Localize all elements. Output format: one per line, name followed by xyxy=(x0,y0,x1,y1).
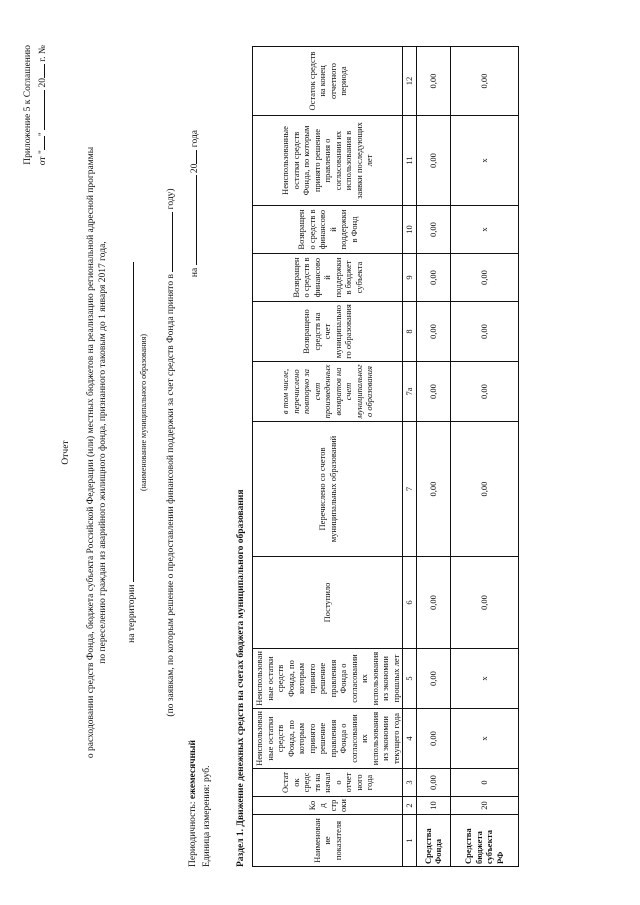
cell: 0,00 xyxy=(416,422,450,557)
row-code: 10 xyxy=(416,797,450,815)
col-header-unused-past: Неиспользованные остатки средств Фонда, по которым принято решение правления Фонда о согласовании их использования из экономии прошлых лет xyxy=(253,649,403,709)
cell: 0,00 xyxy=(450,422,518,557)
colnum: 5 xyxy=(403,649,417,709)
cell: 0,00 xyxy=(416,769,450,797)
cell: x xyxy=(450,649,518,709)
cash-flow-table xyxy=(252,46,519,867)
cell: 0,00 xyxy=(416,254,450,302)
request-line: (по заявкам, по которым решение о предоставлении финансовой поддержки за счет средств Фонда принято в году) xyxy=(163,0,178,905)
unit-line: Единица измерения: руб. xyxy=(202,765,212,867)
col-header-received: Поступило xyxy=(253,557,403,649)
row-name: Средства бюджета субъекта РФ xyxy=(450,815,518,867)
col-header-code: Код строки xyxy=(253,797,403,815)
cell: 0,00 xyxy=(416,206,450,254)
annex-title: Приложение 5 к Соглашению xyxy=(23,45,33,165)
cell: 0,00 xyxy=(450,362,518,422)
cell: 0,00 xyxy=(416,47,450,116)
colnum: 2 xyxy=(403,797,417,815)
report-subtitle-1: о расходовании средств Фонда, бюджета субъекта Российской Федерации (или) местных бюджетов на реализацию региональной адресной программы xyxy=(85,146,96,759)
cell: 0,00 xyxy=(450,302,518,362)
cell: x xyxy=(450,116,518,206)
colnum: 4 xyxy=(403,709,417,769)
col-header-end-balance: Остаток средств на конец отчетного периода xyxy=(253,47,403,116)
col-header-returned-fund: Возвращено средств в финансовой поддержки в Фонд xyxy=(253,206,403,254)
row-name: Средства Фонда xyxy=(416,815,450,867)
report-header xyxy=(60,0,202,905)
column-number-row xyxy=(403,47,417,867)
colnum: 9 xyxy=(403,254,417,302)
colnum: 7а xyxy=(403,362,417,422)
colnum: 7 xyxy=(403,422,417,557)
cell: 0,00 xyxy=(450,557,518,649)
colnum: 10 xyxy=(403,206,417,254)
annex-note xyxy=(22,45,50,165)
cell: 0,00 xyxy=(416,557,450,649)
cell: 0,00 xyxy=(416,709,450,769)
colnum: 1 xyxy=(403,815,417,867)
colnum: 6 xyxy=(403,557,417,649)
cell: 0,00 xyxy=(450,47,518,116)
col-header-unused-requests: Неиспользованные остатки средств Фонда, по которым принято решение правления о согласовании их использования в заявки последующих лет xyxy=(253,116,403,206)
row-code: 20 xyxy=(450,797,518,815)
colnum: 11 xyxy=(403,116,417,206)
cell: x xyxy=(450,709,518,769)
col-header-name: Наименование показателя xyxy=(253,815,403,867)
col-header-returned-subject: Возвращено средств в финансовой поддержки в бюджет субъекта xyxy=(253,254,403,302)
agreement-date-line: от "" 20 г. № xyxy=(35,45,50,165)
col-header-returned-mo: Возвращено средств на счет муниципального образования xyxy=(253,302,403,362)
cell: 0,00 xyxy=(416,362,450,422)
table-row xyxy=(450,47,518,867)
cell: 0,00 xyxy=(416,302,450,362)
periodicity-line: Периодичность: ежемесячный xyxy=(188,740,198,867)
cell: x xyxy=(450,206,518,254)
territory-hint: (наименование муниципального образования) xyxy=(139,334,148,491)
col-header-incl-repeat: в том числе, перечислено повторно за счет произведенных возвратов на счет муниципального образования xyxy=(253,362,403,422)
table-row xyxy=(416,47,450,867)
table-header-row xyxy=(253,47,309,867)
col-header-unused-current: Неиспользованные остатки средств Фонда, по которым принято решение правления Фонда о согласовании их использования из экономии текущего года xyxy=(253,709,403,769)
col-header-start-balance: Остаток средств на начало отчетного года xyxy=(253,769,403,797)
cell: 0,00 xyxy=(450,254,518,302)
cell: 0,00 xyxy=(416,649,450,709)
report-title: Отчет xyxy=(61,440,71,465)
cell: 0 xyxy=(450,769,518,797)
cell: 0,00 xyxy=(416,116,450,206)
colnum: 3 xyxy=(403,769,417,797)
report-subtitle-2: по переселению граждан из аварийного жилищного фонда, признанного таковым до 1 января 2017 года, xyxy=(98,241,108,664)
periodicity-value: ежемесячный xyxy=(188,740,198,800)
section-title: Раздел 1. Движение денежных средств на счетах бюджета муниципального образования xyxy=(236,489,246,867)
colnum: 8 xyxy=(403,302,417,362)
territory-line: на территории xyxy=(124,0,139,905)
report-date-line: на 20 года xyxy=(187,0,202,905)
col-header-transferred: Перечислено со счетов муниципальных образований xyxy=(253,422,403,557)
colnum: 12 xyxy=(403,47,417,116)
